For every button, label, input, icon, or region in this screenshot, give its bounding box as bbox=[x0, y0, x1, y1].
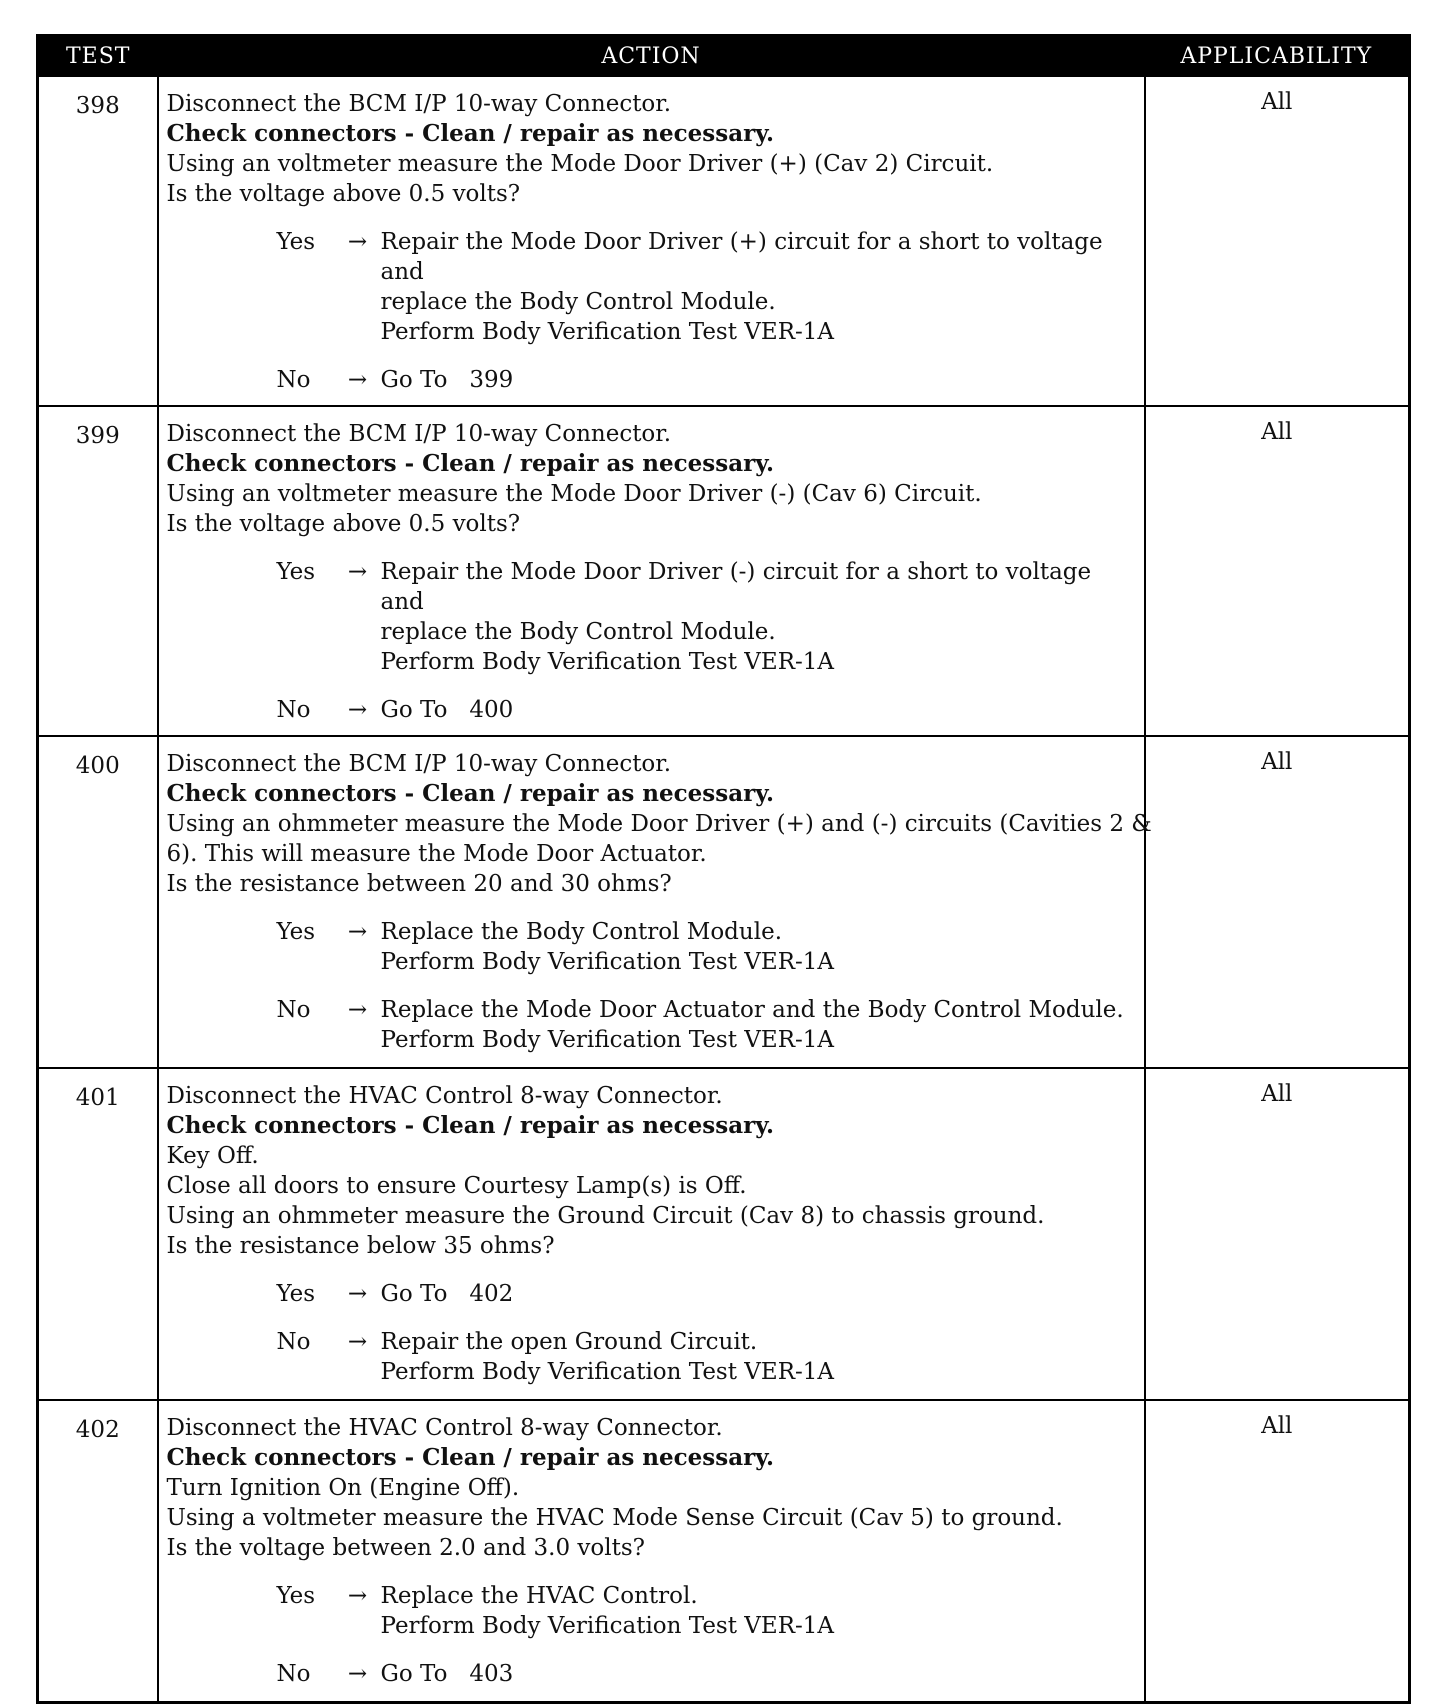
outcome-result bbox=[381, 227, 1138, 347]
step-text: Using a voltmeter measure the HVAC Mode Sense Circuit (Cav 5) to ground. bbox=[166, 1505, 1063, 1531]
header-action: ACTION bbox=[158, 36, 1145, 77]
table-row bbox=[38, 1400, 1410, 1702]
arrow-icon: → bbox=[347, 919, 368, 945]
step-text: Is the resistance below 35 ohms? bbox=[166, 1233, 555, 1259]
header-applicability: APPLICABILITY bbox=[1145, 36, 1410, 77]
step-text: Close all doors to ensure Courtesy Lamp(s) is Off. bbox=[166, 1173, 747, 1199]
step-text: Disconnect the BCM I/P 10-way Connector. bbox=[166, 751, 672, 777]
yes-outcome bbox=[167, 557, 1138, 677]
step-text: Is the resistance between 20 and 30 ohms? bbox=[166, 871, 672, 897]
result-line: Perform Body Verification Test VER-1A bbox=[380, 649, 835, 675]
step-text: Check connectors - Clean / repair as necessary. bbox=[166, 450, 774, 477]
step-text: Disconnect the HVAC Control 8-way Connector. bbox=[166, 1415, 723, 1441]
header-test: TEST bbox=[38, 36, 158, 77]
step-text: Disconnect the BCM I/P 10-way Connector. bbox=[166, 421, 672, 447]
outcome-result bbox=[381, 365, 1138, 395]
yes-label: Yes bbox=[276, 559, 316, 585]
result-line: replace the Body Control Module. bbox=[380, 619, 776, 645]
applicability: All bbox=[1145, 76, 1410, 406]
outcome-result bbox=[381, 695, 1138, 725]
action-cell bbox=[158, 76, 1145, 406]
arrow-icon: → bbox=[347, 1583, 368, 1609]
no-label: No bbox=[276, 1661, 311, 1687]
result-line: Repair the Mode Door Driver (+) circuit for a short to voltage and bbox=[380, 229, 1103, 285]
outcome-result bbox=[381, 557, 1138, 677]
arrow-icon: → bbox=[347, 367, 368, 393]
outcome-result bbox=[381, 1659, 1138, 1689]
applicability: All bbox=[1145, 1068, 1410, 1400]
result-line: Replace the Mode Door Actuator and the Body Control Module. bbox=[380, 997, 1124, 1023]
arrow-icon: → bbox=[347, 229, 368, 255]
step-text: Turn Ignition On (Engine Off). bbox=[166, 1475, 520, 1501]
test-number: 400 bbox=[38, 736, 158, 1068]
step-text: Check connectors - Clean / repair as necessary. bbox=[166, 1112, 774, 1139]
step-text: Is the voltage above 0.5 volts? bbox=[166, 181, 521, 207]
outcome-result bbox=[381, 995, 1138, 1055]
applicability: All bbox=[1145, 1400, 1410, 1702]
yes-label: Yes bbox=[276, 1281, 316, 1307]
result-line: Perform Body Verification Test VER-1A bbox=[380, 1027, 835, 1053]
no-outcome bbox=[167, 695, 1138, 725]
no-outcome bbox=[167, 1659, 1138, 1689]
test-number: 402 bbox=[38, 1400, 158, 1702]
no-label: No bbox=[276, 997, 311, 1023]
action-cell bbox=[158, 1400, 1145, 1702]
outcome-result bbox=[381, 1279, 1138, 1309]
step-text: Check connectors - Clean / repair as necessary. bbox=[166, 780, 774, 807]
result-line: Perform Body Verification Test VER-1A bbox=[380, 319, 835, 345]
outcome-result bbox=[381, 917, 1138, 977]
yes-outcome bbox=[167, 917, 1138, 977]
arrow-icon: → bbox=[347, 559, 368, 585]
table-row bbox=[38, 76, 1410, 406]
result-line: Replace the Body Control Module. bbox=[380, 919, 783, 945]
no-label: No bbox=[276, 367, 311, 393]
outcome-result bbox=[381, 1327, 1138, 1387]
yes-outcome bbox=[167, 227, 1138, 347]
outcome-result bbox=[381, 1581, 1138, 1641]
step-text: Check connectors - Clean / repair as necessary. bbox=[166, 1444, 774, 1471]
step-text: Key Off. bbox=[166, 1143, 259, 1169]
action-cell bbox=[158, 1068, 1145, 1400]
step-text: 6). This will measure the Mode Door Actuator. bbox=[166, 841, 707, 867]
result-line: Repair the open Ground Circuit. bbox=[380, 1329, 758, 1355]
result-line: Replace the HVAC Control. bbox=[380, 1583, 698, 1609]
step-text: Using an voltmeter measure the Mode Door Driver (+) (Cav 2) Circuit. bbox=[166, 151, 994, 177]
result-line: Perform Body Verification Test VER-1A bbox=[380, 1359, 835, 1385]
applicability: All bbox=[1145, 736, 1410, 1068]
result-line: Go To 402 bbox=[380, 1281, 514, 1307]
result-line: Perform Body Verification Test VER-1A bbox=[380, 1613, 835, 1639]
result-line: Repair the Mode Door Driver (-) circuit for a short to voltage and bbox=[380, 559, 1092, 615]
step-text: Check connectors - Clean / repair as necessary. bbox=[166, 120, 774, 147]
applicability: All bbox=[1145, 406, 1410, 736]
no-label: No bbox=[276, 1329, 311, 1355]
action-cell bbox=[158, 736, 1152, 1068]
step-text: Using an voltmeter measure the Mode Door Driver (-) (Cav 6) Circuit. bbox=[166, 481, 982, 507]
arrow-icon: → bbox=[347, 1661, 368, 1687]
yes-label: Yes bbox=[276, 919, 316, 945]
yes-label: Yes bbox=[276, 229, 316, 255]
result-line: Go To 400 bbox=[380, 697, 514, 723]
yes-outcome bbox=[167, 1581, 1138, 1641]
arrow-icon: → bbox=[347, 697, 368, 723]
arrow-icon: → bbox=[347, 1329, 368, 1355]
table-header-row bbox=[38, 36, 1410, 77]
step-text: Is the voltage above 0.5 volts? bbox=[166, 511, 521, 537]
test-number: 398 bbox=[38, 76, 158, 406]
test-number: 399 bbox=[38, 406, 158, 736]
table-row bbox=[38, 736, 1410, 1068]
step-text: Using an ohmmeter measure the Ground Circuit (Cav 8) to chassis ground. bbox=[166, 1203, 1045, 1229]
result-line: Perform Body Verification Test VER-1A bbox=[380, 949, 835, 975]
yes-label: Yes bbox=[276, 1583, 316, 1609]
no-outcome bbox=[167, 995, 1138, 1055]
step-text: Using an ohmmeter measure the Mode Door Driver (+) and (-) circuits (Cavities 2 & bbox=[166, 811, 1152, 837]
result-line: replace the Body Control Module. bbox=[380, 289, 776, 315]
table-row bbox=[38, 1068, 1410, 1400]
result-line: Go To 399 bbox=[380, 367, 514, 393]
yes-outcome bbox=[167, 1279, 1138, 1309]
table-row bbox=[38, 406, 1410, 736]
step-text: Is the voltage between 2.0 and 3.0 volts? bbox=[166, 1535, 645, 1561]
no-outcome bbox=[167, 1327, 1138, 1387]
step-text: Disconnect the BCM I/P 10-way Connector. bbox=[166, 91, 672, 117]
no-label: No bbox=[276, 697, 311, 723]
arrow-icon: → bbox=[347, 1281, 368, 1307]
result-line: Go To 403 bbox=[380, 1661, 514, 1687]
no-outcome bbox=[167, 365, 1138, 395]
action-cell bbox=[158, 406, 1145, 736]
step-text: Disconnect the HVAC Control 8-way Connector. bbox=[166, 1083, 723, 1109]
arrow-icon: → bbox=[347, 997, 368, 1023]
test-number: 401 bbox=[38, 1068, 158, 1400]
diagnostic-test-table bbox=[36, 34, 1411, 1704]
